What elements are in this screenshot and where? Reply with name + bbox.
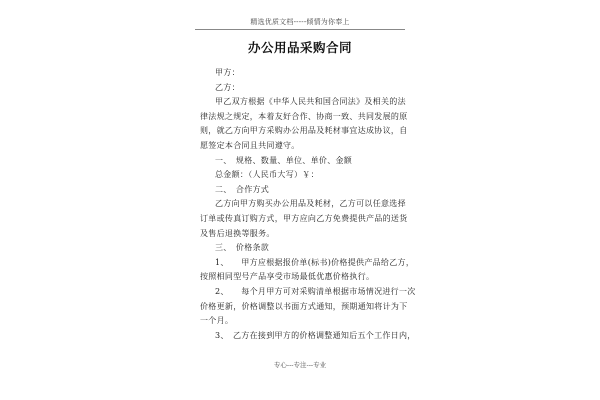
intro-line: 则，就乙方向甲方采购办公用品及耗材事宜达成协议，自	[200, 126, 408, 136]
intro-line: 愿签定本合同且共同遵守。	[200, 141, 300, 150]
clause-1-line: 按照相同型号产品享受市场最低优惠价格执行。	[200, 272, 375, 282]
total-amount: 总金额：（人民币大写）￥：	[215, 170, 319, 180]
party-b-label: 乙方：	[215, 82, 240, 92]
clause-1-line: 1、 甲方应根据报价单(标书)价格提供产品给乙方，	[215, 257, 415, 267]
page-footer: 专心---专注---专业	[273, 361, 327, 369]
section-heading-1: 一、 规格、数量、单位、单价、金额	[215, 155, 353, 165]
clause-2-line: 一个月。	[200, 316, 234, 326]
intro-line: 律法规之规定，本着友好合作、协商一致、共同发展的原	[200, 111, 408, 121]
header-divider	[195, 29, 405, 30]
party-a-label: 甲方：	[215, 68, 240, 77]
coop-line: 乙方向甲方购买办公用品及耗材，乙方可以任意选择	[215, 199, 406, 209]
coop-line: 订单或传真订购方式，甲方应向乙方免费提供产品的送货	[200, 214, 408, 223]
section-heading-3: 三、 价格条款	[215, 243, 270, 253]
clause-2-line: 价格更新，价格调整以书面方式通知，预期通知将计为下	[200, 301, 408, 311]
clause-3-line: 3、 乙方在接到甲方的价格调整通知后五个工作日内，	[215, 330, 416, 340]
section-heading-2: 二、 合作方式	[215, 184, 270, 194]
document-title: 办公用品采购合同	[247, 40, 352, 55]
coop-line: 及售后退换等服务。	[200, 228, 275, 238]
clause-2-line: 2、 每个月甲方可对采购清单根据市场情况进行一次	[215, 287, 416, 296]
intro-line: 甲乙双方根据《中华人民共和国合同法》及相关的法	[215, 97, 406, 107]
page-header: 精选优质文档-----倾情为你奉上	[250, 18, 350, 26]
